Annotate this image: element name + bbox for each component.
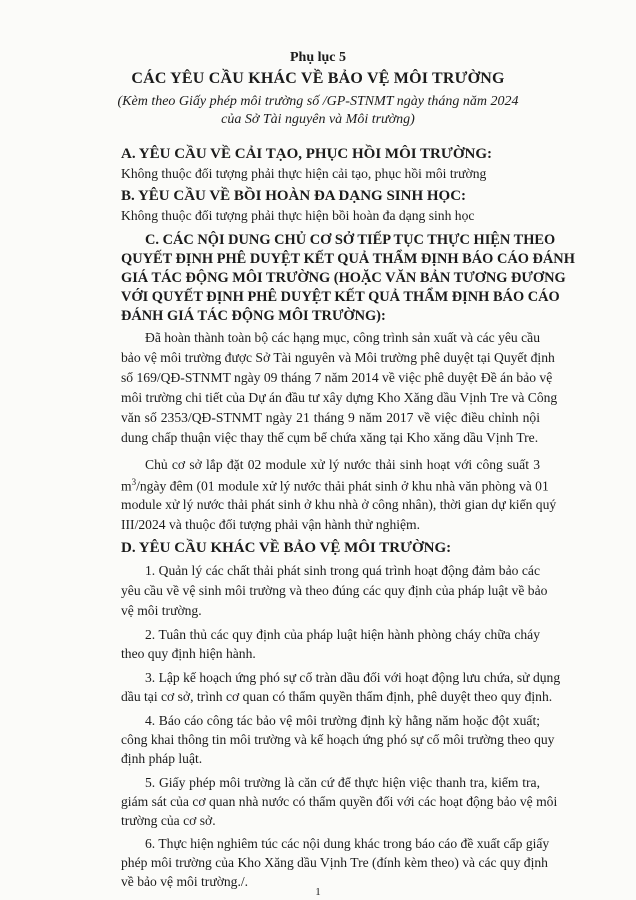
section-d-item-line: vệ môi trường. (121, 603, 202, 618)
section-a-heading: A. YÊU CẦU VỀ CẢI TẠO, PHỤC HỒI MÔI TRƯỜNG: (121, 146, 492, 162)
document-title: CÁC YÊU CẦU KHÁC VỀ BẢO VỆ MÔI TRƯỜNG (131, 70, 505, 87)
section-a-text: Không thuộc đối tượng phải thực hiện cải tạo, phục hồi môi trường (121, 166, 487, 181)
section-d-item-line: trường của cơ sở. (121, 813, 216, 828)
section-d-item-line: theo quy định hiện hành. (121, 646, 256, 661)
document-subtitle-line-1: (Kèm theo Giấy phép môi trường số /GP-STNMT ngày tháng năm 2024 (117, 94, 519, 109)
section-c-paragraph-line: III/2024 và thuộc đối tượng phải vận hành thử nghiệm. (121, 517, 421, 532)
section-d-item-line: yêu cầu về vệ sinh môi trường và theo đúng các quy định của pháp luật về bảo (121, 583, 548, 598)
section-d-item-line: 3. Lập kế hoạch ứng phó sự cố tràn dầu đối với hoạt động lưu chứa, sử dụng (145, 670, 561, 685)
section-c-paragraph-line: bảo vệ môi trường được Sở Tài nguyên và Môi trường phê duyệt tại Quyết định (121, 350, 555, 365)
section-b-heading: B. YÊU CẦU VỀ BỒI HOÀN ĐA DẠNG SINH HỌC: (121, 188, 467, 204)
section-c-heading-line: VỚI QUYẾT ĐỊNH PHÊ DUYỆT KẾT QUẢ THẨM ĐỊNH BÁO CÁO (121, 289, 560, 305)
section-c-heading-line: GIÁ TÁC ĐỘNG MÔI TRƯỜNG (HOẶC VĂN BẢN TƯƠNG ĐƯƠNG (121, 270, 566, 286)
section-d-item-line: phép môi trường của Kho Xăng dầu Vịnh Tre (đính kèm theo) và các quy định (121, 855, 548, 870)
section-d-item-line: giám sát của cơ quan nhà nước có thẩm quyền đối với các hoạt động bảo vệ môi (121, 794, 558, 809)
unit-superscript: 3 (131, 477, 137, 487)
section-c-paragraph-line: môi trường chi tiết của Dự án đầu tư xây dựng Kho Xăng dầu Vịnh Tre và Công (121, 390, 558, 405)
document-subtitle-line-2: của Sở Tài nguyên và Môi trường) (221, 112, 415, 127)
section-d-heading: D. YÊU CẦU KHÁC VỀ BẢO VỆ MÔI TRƯỜNG: (121, 540, 452, 556)
section-b-text: Không thuộc đối tượng phải thực hiện bồi hoàn đa dạng sinh học (121, 208, 475, 223)
section-d-item-line: 2. Tuân thủ các quy định của pháp luật hiện hành phòng cháy chữa cháy (145, 627, 540, 642)
section-c-heading-line: QUYẾT ĐỊNH PHÊ DUYỆT KẾT QUẢ THẨM ĐỊNH BÁO CÁO ĐÁNH (121, 251, 575, 267)
section-d-item-line: dầu tại cơ sở, trình cơ quan có thẩm quyền thẩm định, phê duyệt theo quy định. (121, 689, 553, 704)
section-c-paragraph-line: dung chấp thuận việc thay thế cụm bể chứa xăng tại Kho xăng dầu Vịnh Tre. (121, 430, 539, 445)
unit-rest-text: /ngày đêm (01 module xử lý nước thải phát sinh ở khu nhà văn phòng và 01 (136, 478, 549, 494)
section-d-item-line: 4. Báo cáo công tác bảo vệ môi trường định kỳ hằng năm hoặc đột xuất; (145, 713, 540, 728)
section-c-paragraph-line: Đã hoàn thành toàn bộ các hạng mục, công trình sản xuất và các yêu cầu (145, 330, 540, 345)
section-d-item-line: định pháp luật. (121, 751, 203, 766)
section-d-item-line: 1. Quản lý các chất thải phát sinh trong quá trình hoạt động đảm bảo các (145, 563, 540, 578)
section-c-heading-line: ĐÁNH GIÁ TÁC ĐỘNG MÔI TRƯỜNG): (121, 308, 386, 324)
appendix-label: Phụ lục 5 (289, 50, 346, 65)
section-c-paragraph-line (121, 477, 549, 495)
section-d-item-line: về bảo vệ môi trường./. (121, 874, 249, 889)
section-d-item-line: 6. Thực hiện nghiêm túc các nội dung khác trong báo cáo đề xuất cấp giấy (145, 836, 550, 851)
section-c-heading-line: C. CÁC NỘI DUNG CHỦ CƠ SỞ TIẾP TỤC THỰC HIỆN THEO (145, 232, 556, 248)
page-number: 1 (315, 886, 321, 898)
section-c-paragraph-line: module xử lý nước thải phát sinh ở khu nhà ở công nhân), thời gian dự kiến quý (121, 497, 557, 512)
section-d-item-line: công khai thông tin môi trường và kế hoạch ứng phó sự cố môi trường theo quy (121, 732, 555, 747)
section-c-paragraph-line: Chủ cơ sở lắp đặt 02 module xử lý nước thải sinh hoạt với công suất 3 (145, 457, 540, 472)
section-c-paragraph-line: văn số 2353/QĐ-STNMT ngày 21 tháng 9 năm 2017 về việc điều chỉnh nội (121, 410, 540, 425)
unit-text: m (121, 478, 132, 494)
section-d-item-line: 5. Giấy phép môi trường là căn cứ để thực hiện việc thanh tra, kiểm tra, (145, 775, 540, 790)
section-c-paragraph-line: số 169/QĐ-STNMT ngày 09 tháng 7 năm 2014 về việc phê duyệt Đề án bảo vệ (121, 370, 553, 385)
